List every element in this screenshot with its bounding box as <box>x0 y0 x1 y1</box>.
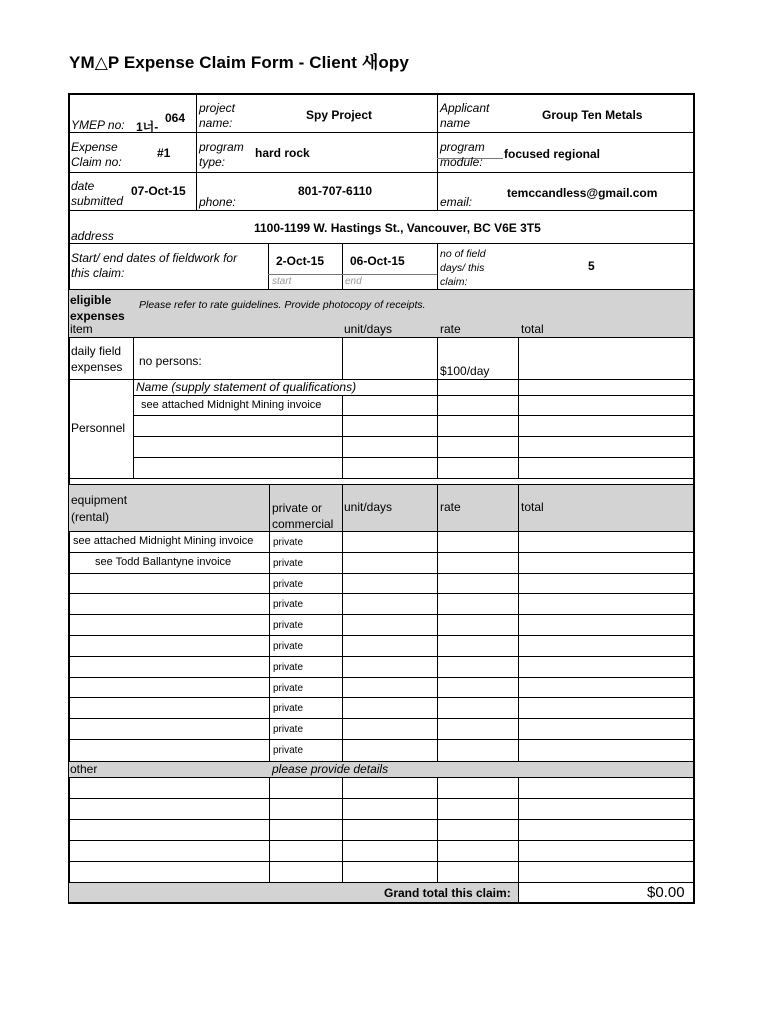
applicant-value[interactable]: Group Ten Metals <box>542 108 643 122</box>
col-item: item <box>70 322 93 336</box>
fieldwork-label: Start/ end dates of fieldwork for this claim: <box>71 251 238 280</box>
equipment-type[interactable]: private <box>273 641 304 652</box>
equip-col-item: equipment (rental) <box>71 493 128 524</box>
daily-field-label: daily field expenses <box>71 344 123 374</box>
eligible-note: Please refer to rate guidelines. Provide photocopy of receipts. <box>139 299 426 311</box>
form-title: YM△P Expense Claim Form - Client 새opy <box>69 53 409 72</box>
field-days-value[interactable]: 5 <box>588 259 595 273</box>
ymep-label: YMEP no: <box>71 118 125 132</box>
equip-col-private: private or commercial <box>272 501 334 531</box>
date-label: date submitted <box>71 179 124 208</box>
equipment-type[interactable]: private <box>273 537 304 548</box>
grand-total-value[interactable]: $0.00 <box>647 884 685 901</box>
col-total: total <box>521 322 544 336</box>
program-module-value[interactable]: focused regional <box>504 147 601 161</box>
project-label: project name: <box>199 101 236 130</box>
col-rate: rate <box>440 322 461 336</box>
date-value[interactable]: 07-Oct-15 <box>131 184 186 198</box>
grand-total-label: Grand total this claim: <box>384 886 511 900</box>
other-details: please provide details <box>272 762 389 776</box>
program-type-label: program type: <box>199 140 244 169</box>
eligible-title: eligible expenses <box>70 293 125 323</box>
email-value[interactable]: temccandless@gmail.com <box>507 186 658 200</box>
equipment-type[interactable]: private <box>273 558 304 569</box>
equipment-type[interactable]: private <box>273 703 304 714</box>
ymep-value-b[interactable]: 064 <box>165 111 186 125</box>
equip-col-rate: rate <box>440 500 461 514</box>
personnel-row-1[interactable]: see attached Midnight Mining invoice <box>141 399 322 411</box>
personnel-label: Personnel <box>71 421 126 435</box>
equipment-type[interactable]: private <box>273 579 304 590</box>
equipment-type[interactable]: private <box>273 745 304 756</box>
end-hint: end <box>345 276 362 287</box>
equip-col-total: total <box>521 500 544 514</box>
program-type-value[interactable]: hard rock <box>255 146 310 160</box>
equipment-type[interactable]: private <box>273 599 304 610</box>
equipment-type[interactable]: private <box>273 724 304 735</box>
program-module-label: program module: <box>440 140 485 169</box>
equipment-type[interactable]: private <box>273 683 304 694</box>
other-label: other <box>70 762 98 776</box>
daily-rate: $100/day <box>440 364 490 378</box>
project-value[interactable]: Spy Project <box>306 108 373 122</box>
equipment-type[interactable]: private <box>273 620 304 631</box>
equipment-item[interactable]: see Todd Ballantyne invoice <box>95 556 232 568</box>
equipment-type[interactable]: private <box>273 662 304 673</box>
no-persons-label: no persons: <box>139 354 202 368</box>
start-hint: start <box>272 276 292 287</box>
applicant-label: Applicant name <box>440 101 490 130</box>
name-header: Name (supply statement of qualifications) <box>136 380 357 394</box>
expense-claim-value[interactable]: #1 <box>157 146 171 160</box>
expense-claim-label: Expense Claim no: <box>71 140 122 169</box>
end-date-value[interactable]: 06-Oct-15 <box>350 254 405 268</box>
address-label: address <box>71 229 114 243</box>
start-date-value[interactable]: 2-Oct-15 <box>276 254 325 268</box>
equip-col-unit: unit/days <box>344 500 393 514</box>
email-label: email: <box>440 195 473 209</box>
phone-label: phone: <box>199 195 236 209</box>
address-value[interactable]: 1100-1199 W. Hastings St., Vancouver, BC V6E 3T5 <box>254 221 541 235</box>
equipment-item[interactable]: see attached Midnight Mining invoice <box>73 535 254 547</box>
col-unit-days: unit/days <box>344 322 393 336</box>
field-days-label: no of field days/ this claim: <box>440 248 486 288</box>
ymep-value-a[interactable]: 1너- <box>136 120 159 134</box>
phone-value[interactable]: 801-707-6110 <box>298 184 373 198</box>
